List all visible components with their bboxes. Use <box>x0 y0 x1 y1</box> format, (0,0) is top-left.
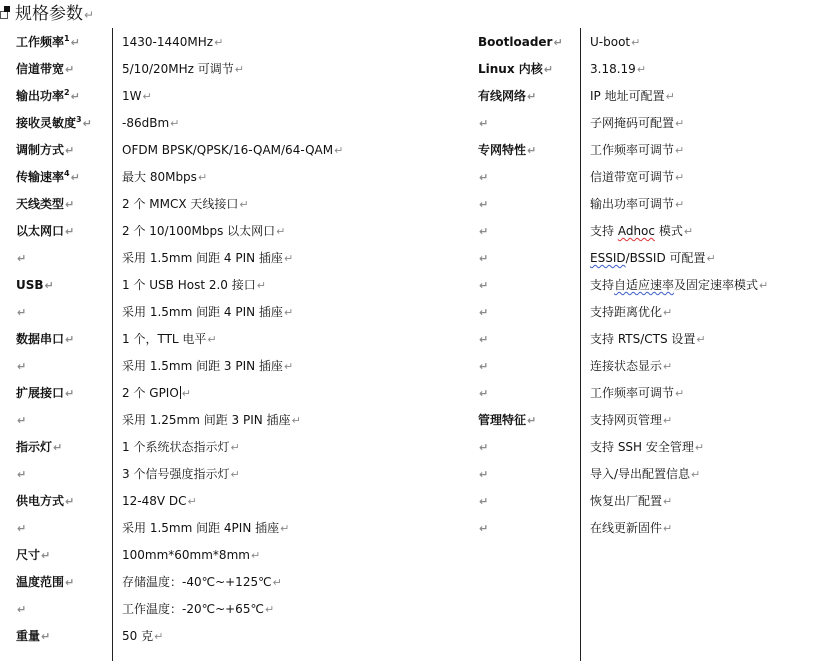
paragraph-mark-icon: ↵ <box>683 225 694 238</box>
spec-value <box>122 596 274 623</box>
paragraph-mark-icon: ↵ <box>663 360 673 373</box>
paragraph-mark-icon: ↵ <box>334 144 344 157</box>
spec-label-empty <box>478 515 488 542</box>
spec-value-text: 工作温度：-20℃~+65℃ <box>122 602 264 616</box>
spec-value <box>122 461 240 488</box>
spec-value-text: IP 地址可配置 <box>590 89 665 103</box>
paragraph-mark-icon: ↵ <box>70 90 80 103</box>
paragraph-mark-icon: ↵ <box>675 171 685 184</box>
paragraph-mark-icon: ↵ <box>272 576 282 589</box>
spec-label <box>16 110 92 137</box>
spec-label-text: 重量 <box>16 629 41 643</box>
spec-value <box>122 407 301 434</box>
spec-value-text: 5/10/20MHz 可调节 <box>122 62 234 76</box>
paragraph-mark-icon: ↵ <box>691 468 701 481</box>
spec-label-text: 指示灯 <box>16 440 53 454</box>
spec-value <box>122 164 207 191</box>
spec-value-text: 100mm*60mm*8mm <box>122 548 250 562</box>
spec-value <box>590 353 672 380</box>
spec-value-text: 12-48V DC <box>122 494 187 508</box>
spec-value <box>122 380 191 407</box>
section-heading <box>0 0 837 22</box>
paragraph-mark-icon: ↵ <box>17 360 27 373</box>
paragraph-mark-icon: ↵ <box>181 387 192 400</box>
spec-label-text: 专网特性 <box>478 143 527 157</box>
spec-value-text: 子网掩码可配置 <box>590 116 675 130</box>
spec-value <box>590 83 675 110</box>
paragraph-mark-icon: ↵ <box>65 198 75 211</box>
spec-value <box>122 353 293 380</box>
spec-value-text: 采用 1.5mm 间距 4 PIN 插座 <box>122 251 283 265</box>
paragraph-mark-icon: ↵ <box>479 468 489 481</box>
paragraph-mark-icon: ↵ <box>479 117 489 130</box>
spec-value-text: 最大 80Mbps <box>122 170 197 184</box>
spec-label-empty <box>16 299 26 326</box>
paragraph-mark-icon: ↵ <box>70 171 80 184</box>
paragraph-mark-icon: ↵ <box>479 225 489 238</box>
spec-value-text: 支持 SSH 安全管理 <box>590 440 694 454</box>
spec-label-empty <box>478 110 488 137</box>
spec-label-empty <box>478 326 488 353</box>
paragraph-mark-icon: ↵ <box>154 630 164 643</box>
paragraph-mark-icon: ↵ <box>675 144 685 157</box>
spec-label-empty <box>478 434 488 461</box>
spec-label <box>478 56 553 83</box>
spec-label-empty <box>16 461 26 488</box>
spec-value-text: 连接状态显示 <box>590 359 663 373</box>
spec-value-text: 支持 Adhoc 模式 <box>590 224 683 238</box>
spec-value <box>122 29 223 56</box>
paragraph-mark-icon: ↵ <box>663 414 673 427</box>
spec-value <box>590 434 704 461</box>
paragraph-mark-icon: ↵ <box>479 252 489 265</box>
spec-value-text: 2 个 10/100Mbps 以太网口 <box>122 224 276 238</box>
paragraph-mark-icon: ↵ <box>65 144 75 157</box>
spec-label-text: 信道带宽 <box>16 62 65 76</box>
spec-label-empty <box>478 191 488 218</box>
spec-value <box>122 56 244 83</box>
spec-value-text: 1430-1440MHz <box>122 35 214 49</box>
spec-value-text: 支持 RTS/CTS 设置 <box>590 332 696 346</box>
paragraph-mark-icon: ↵ <box>479 360 489 373</box>
spec-value <box>590 380 684 407</box>
paragraph-mark-icon: ↵ <box>239 198 249 211</box>
paragraph-mark-icon: ↵ <box>214 36 224 49</box>
paragraph-mark-icon: ↵ <box>197 171 208 184</box>
spec-label <box>16 164 80 191</box>
spec-value-text: 50 克 <box>122 629 154 643</box>
spec-label-empty <box>478 164 488 191</box>
spec-label-empty <box>16 353 26 380</box>
paragraph-mark-icon: ↵ <box>276 225 286 238</box>
spec-label-empty <box>478 488 488 515</box>
spec-label <box>16 326 74 353</box>
spec-value <box>590 110 684 137</box>
paragraph-mark-icon: ↵ <box>187 495 197 508</box>
spec-label-text: 温度范围 <box>16 575 65 589</box>
paragraph-mark-icon: ↵ <box>65 495 75 508</box>
paragraph-mark-icon: ↵ <box>250 549 261 562</box>
spec-value-text: 1 个 USB Host 2.0 接口 <box>122 278 256 292</box>
paragraph-mark-icon: ↵ <box>65 333 75 346</box>
spec-label-empty <box>16 515 26 542</box>
spec-label <box>478 29 563 56</box>
bullet-icon <box>4 6 10 12</box>
paragraph-mark-icon: ↵ <box>696 333 706 346</box>
paragraph-mark-icon: ↵ <box>17 414 27 427</box>
spec-label <box>16 56 74 83</box>
spec-label-text: 尺寸 <box>16 548 41 562</box>
paragraph-mark-icon: ↵ <box>230 468 240 481</box>
anchor-icon <box>0 11 8 19</box>
spec-label-text: 输出功率$^2$ <box>16 88 70 103</box>
spec-value <box>122 110 179 137</box>
spec-label-empty <box>478 299 488 326</box>
paragraph-mark-icon: ↵ <box>479 279 489 292</box>
paragraph-mark-icon: ↵ <box>17 252 27 265</box>
paragraph-mark-icon: ↵ <box>283 360 294 373</box>
paragraph-mark-icon: ↵ <box>479 441 489 454</box>
spec-value-text: 采用 1.25mm 间距 3 PIN 插座 <box>122 413 291 427</box>
paragraph-mark-icon: ↵ <box>234 63 244 76</box>
paragraph-mark-icon: ↵ <box>527 90 537 103</box>
paragraph-mark-icon: ↵ <box>543 63 553 76</box>
spec-value <box>122 137 343 164</box>
paragraph-mark-icon: ↵ <box>663 522 673 535</box>
spec-value-text: 恢复出厂配置 <box>590 494 663 508</box>
spec-label-text: 数据串口 <box>16 332 65 346</box>
spec-label <box>16 542 50 569</box>
spec-value-text: 信道带宽可调节 <box>590 170 675 184</box>
spec-label-empty <box>478 245 488 272</box>
spec-value <box>590 326 706 353</box>
spec-value-text: 工作频率可调节 <box>590 386 675 400</box>
spec-label-empty <box>478 461 488 488</box>
spec-label <box>16 137 74 164</box>
spec-label <box>16 83 80 110</box>
paragraph-mark-icon: ↵ <box>479 198 489 211</box>
spec-label-empty <box>478 380 488 407</box>
spec-value <box>590 488 672 515</box>
spec-value <box>122 218 285 245</box>
spec-value <box>590 245 716 272</box>
spec-value <box>122 299 293 326</box>
paragraph-mark-icon: ↵ <box>17 468 27 481</box>
spec-value-text: 存储温度：-40℃~+125℃ <box>122 575 272 589</box>
spec-label <box>478 83 536 110</box>
paragraph-mark-icon: ↵ <box>65 225 75 238</box>
spec-label-text: 扩展接口 <box>16 386 65 400</box>
spec-value-text: 导入/导出配置信息 <box>590 467 691 481</box>
spec-label-empty <box>478 218 488 245</box>
spec-value-text: 采用 1.5mm 间距 3 PIN 插座 <box>122 359 283 373</box>
spec-value-text: 采用 1.5mm 间距 4PIN 插座 <box>122 521 280 535</box>
spec-label-text: 接收灵敏度$^3$ <box>16 115 82 130</box>
paragraph-mark-icon: ↵ <box>44 279 54 292</box>
paragraph-mark-icon: ↵ <box>65 387 75 400</box>
paragraph-mark-icon: ↵ <box>291 414 301 427</box>
paragraph-mark-icon: ↵ <box>479 387 489 400</box>
paragraph-mark-icon: ↵ <box>82 117 92 130</box>
paragraph-mark-icon: ↵ <box>665 90 675 103</box>
paragraph-mark-icon: ↵ <box>41 630 51 643</box>
paragraph-mark-icon: ↵ <box>283 306 294 319</box>
paragraph-mark-icon: ↵ <box>283 252 294 265</box>
table-divider-left <box>112 28 113 661</box>
page-title: 规格参数↵ <box>15 4 95 24</box>
spec-label-text: 管理特征 <box>478 413 527 427</box>
spec-label-text: Linux 内核 <box>478 62 543 76</box>
spec-label <box>16 218 74 245</box>
spec-label <box>16 488 74 515</box>
paragraph-mark-icon: ↵ <box>759 279 769 292</box>
paragraph-mark-icon: ↵ <box>170 117 180 130</box>
spec-value <box>122 191 249 218</box>
spec-label-text: 以太网口 <box>16 224 65 238</box>
spec-label-text: 供电方式 <box>16 494 65 508</box>
spec-value <box>122 515 289 542</box>
spec-value <box>590 29 640 56</box>
spec-value-text: 支持自适应速率及固定速率模式 <box>590 278 759 292</box>
spec-value-text: 支持距离优化 <box>590 305 663 319</box>
spec-label <box>16 434 62 461</box>
paragraph-mark-icon: ↵ <box>264 603 275 616</box>
table-divider-right <box>580 28 581 661</box>
paragraph-mark-icon: ↵ <box>17 603 27 616</box>
spec-value <box>122 488 197 515</box>
spec-value <box>590 164 684 191</box>
spec-value <box>122 83 152 110</box>
paragraph-mark-icon: ↵ <box>280 522 290 535</box>
spec-label-empty <box>16 407 26 434</box>
spec-value-text: 3 个信号强度指示灯 <box>122 467 230 481</box>
paragraph-mark-icon: ↵ <box>17 306 27 319</box>
paragraph-mark-icon: ↵ <box>553 36 563 49</box>
spec-value <box>122 434 240 461</box>
spec-label-text: 工作频率$^1$ <box>16 34 70 49</box>
spec-value-text: 1 个，TTL 电平 <box>122 332 207 346</box>
paragraph-mark-icon: ↵ <box>53 441 63 454</box>
paragraph-mark-icon: ↵ <box>663 306 673 319</box>
spec-value-text: 工作频率可调节 <box>590 143 675 157</box>
paragraph-mark-icon: ↵ <box>256 279 266 292</box>
paragraph-mark-icon: ↵ <box>70 36 80 49</box>
spec-label-text: 传输速率$^4$ <box>16 169 70 184</box>
spec-value-text: 1 个系统状态指示灯 <box>122 440 230 454</box>
spec-value-text: 3.18.19 <box>590 62 636 76</box>
paragraph-mark-icon: ↵ <box>230 441 240 454</box>
spec-label-text: 有线网络 <box>478 89 527 103</box>
spec-value <box>122 542 260 569</box>
spec-value <box>590 299 672 326</box>
paragraph-mark-icon: ↵ <box>479 522 489 535</box>
paragraph-mark-icon: ↵ <box>142 90 152 103</box>
spec-label-text: USB <box>16 278 44 292</box>
spec-value <box>122 569 282 596</box>
spec-label-text: 天线类型 <box>16 197 65 211</box>
spec-label <box>16 272 54 299</box>
spec-value-text: 2 个 GPIO <box>122 386 179 400</box>
paragraph-mark-icon: ↵ <box>65 63 75 76</box>
paragraph-mark-icon: ↵ <box>479 306 489 319</box>
spec-value <box>590 272 768 299</box>
paragraph-mark-icon: ↵ <box>663 495 673 508</box>
spec-value <box>590 137 684 164</box>
spec-label <box>478 137 536 164</box>
paragraph-mark-icon: ↵ <box>65 576 75 589</box>
spec-value <box>590 461 700 488</box>
paragraph-mark-icon: ↵ <box>17 522 27 535</box>
paragraph-mark-icon: ↵ <box>675 387 685 400</box>
paragraph-mark-icon: ↵ <box>479 495 489 508</box>
spec-value <box>590 515 672 542</box>
spec-value-text: -86dBm <box>122 116 170 130</box>
paragraph-mark-icon: ↵ <box>675 117 685 130</box>
spec-value-text: 支持网页管理 <box>590 413 663 427</box>
spec-label-empty <box>478 272 488 299</box>
spec-label <box>16 569 74 596</box>
spec-value <box>122 245 293 272</box>
paragraph-mark-icon: ↵ <box>636 63 647 76</box>
spec-label <box>478 407 536 434</box>
spec-label-empty <box>16 596 26 623</box>
paragraph-mark-icon: ↵ <box>479 171 489 184</box>
spec-label <box>16 29 80 56</box>
paragraph-mark-icon: ↵ <box>527 414 537 427</box>
spec-label-text: 调制方式 <box>16 143 65 157</box>
spec-label <box>16 623 50 650</box>
paragraph-mark-icon: ↵ <box>479 333 489 346</box>
paragraph-mark-icon: ↵ <box>675 198 685 211</box>
spec-label <box>16 191 74 218</box>
spec-value-text: OFDM BPSK/QPSK/16-QAM/64-QAM <box>122 143 334 157</box>
spec-value <box>590 191 684 218</box>
paragraph-mark-icon: ↵ <box>631 36 641 49</box>
spec-value-text: 2 个 MMCX 天线接口 <box>122 197 239 211</box>
spec-value-text: 输出功率可调节 <box>590 197 675 211</box>
spec-value <box>590 56 646 83</box>
spec-value <box>590 407 672 434</box>
spec-label-text: Bootloader <box>478 35 553 49</box>
spec-label <box>16 380 74 407</box>
spec-value-text: U-boot <box>590 35 631 49</box>
spec-label-empty <box>16 245 26 272</box>
spec-value <box>590 218 693 245</box>
spec-value-text: 1W <box>122 89 142 103</box>
spec-value-text: ESSID/BSSID 可配置 <box>590 251 706 265</box>
text-cursor <box>180 386 181 399</box>
paragraph-mark-icon: ↵ <box>41 549 51 562</box>
spec-value-text: 采用 1.5mm 间距 4 PIN 插座 <box>122 305 283 319</box>
paragraph-mark-icon: ↵ <box>706 252 716 265</box>
spec-value <box>122 326 217 353</box>
spec-label-empty <box>478 353 488 380</box>
paragraph-mark-icon: ↵ <box>207 333 217 346</box>
paragraph-mark-icon: ↵ <box>694 441 705 454</box>
spec-value-text: 在线更新固件 <box>590 521 663 535</box>
spec-value <box>122 272 266 299</box>
paragraph-mark-icon: ↵ <box>527 144 537 157</box>
spec-value <box>122 623 163 650</box>
paragraph-mark-icon: ↵ <box>84 8 95 22</box>
